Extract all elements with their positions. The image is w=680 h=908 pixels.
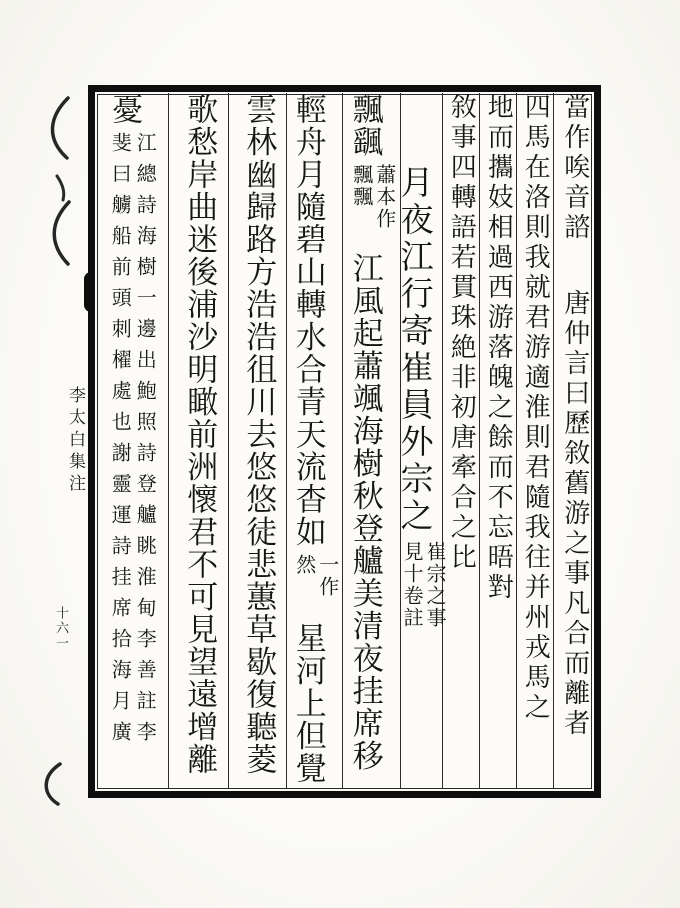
poem-line-4: 歌愁岸曲迷後浦沙明瞰前洲懷君不可見望遠增離 [181, 93, 218, 776]
commentary-3-text: 地而攜妓相過西游落魄之餘而不忘晤對 [483, 93, 514, 603]
spine-book-title: 李太白集注 [65, 386, 85, 496]
poem-line-1-tail: 江風起蕭颯海樹秋登艫美清夜挂席移 [346, 252, 383, 772]
commentary-1-head: 當作唉音諮 [559, 93, 590, 243]
spine-page-marker: 十六一 [53, 606, 68, 651]
poem-title-note [400, 541, 448, 643]
column-spacer [574, 243, 575, 289]
poem-line-5-head: 憂 [106, 93, 143, 126]
gloss-note-left: 斐曰艣船前頭刺櫂處也謝靈運詩挂席拾海月廣 [108, 131, 133, 752]
title-note-right: 崔宗之事 [423, 541, 448, 629]
commentary-column-1 [553, 93, 595, 788]
commentary-2-text: 四馬在洛則我就君游適淮則君隨我往并州戎馬之 [520, 93, 551, 723]
variant-note-2 [292, 554, 340, 616]
handwritten-margin-mark-bottom [34, 760, 68, 806]
poem-line-2-head: 輕舟月隨碧山轉水合青天流杳如 [289, 93, 326, 548]
commentary-column-4 [442, 93, 479, 788]
variant-note-2-right: 一作 [315, 554, 340, 598]
poem-title: 月夜江行寄崔員外宗之 [395, 165, 435, 535]
poem-column-3 [228, 93, 286, 788]
variant-note-1 [349, 164, 397, 246]
commentary-1-body: 唐仲言曰歷敘舊游之事凡合而離者 [559, 289, 590, 739]
variant-note-1-right: 蕭本作 [372, 164, 397, 230]
commentary-column-2 [516, 93, 553, 788]
variant-note-1-left: 飄飄 [349, 164, 374, 208]
poem-line-2-tail: 星河上但覺 [289, 622, 326, 785]
poem-title-column [395, 93, 448, 788]
handwritten-margin-marks [34, 92, 82, 277]
poem-column-4 [168, 93, 228, 788]
poem-column-1 [342, 93, 400, 788]
poem-column-2 [286, 93, 342, 788]
poem-column-5-with-gloss [95, 93, 168, 788]
poem-line-3: 雲林幽歸路方浩浩徂川去悠悠徒悲蕙草歇復聽菱 [240, 93, 277, 776]
variant-note-2-left: 然 [292, 554, 317, 576]
commentary-column-3 [479, 93, 516, 788]
gloss-note [108, 131, 158, 780]
gloss-note-right: 江總詩海樹一邊出鮑照詩登艫眺淮甸李善註李 [133, 131, 158, 752]
poem-line-1-head: 飄颻 [346, 93, 383, 158]
commentary-4-text: 敘事四轉語若貫珠絶非初唐牽合之比 [446, 93, 477, 573]
title-note-left: 見十卷註 [400, 541, 425, 629]
